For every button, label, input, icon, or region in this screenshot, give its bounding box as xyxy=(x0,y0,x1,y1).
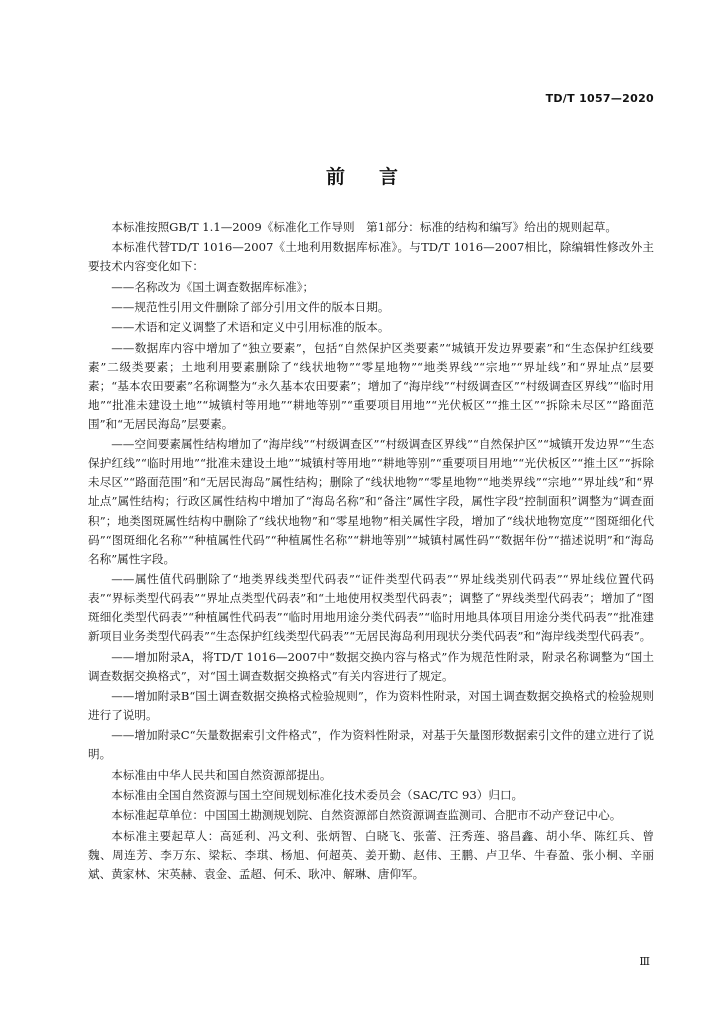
paragraph-change-attribute-codes: ——属性值代码删除了“地类界线类型代码表”“证件类型代码表”“界址线类别代码表”“界址线位置代码表”“界标类型代码表”“界址点类型代码表”和“土地使用权类型代码表”；调整了“界线类型代码表”；增加了“图斑细化类型代码表”“种植属性代码表”“临时用地用途分类代码表”“临时用地具体项目用途分类代码表”“批准建新项目业务类型代码表”“生态保护红线类型代码表”“无居民海岛利用现状分类代码表”和“海岸线类型代码表”。 xyxy=(88,572,654,644)
paragraph-change-references: ——规范性引用文件删除了部分引用文件的版本日期。 xyxy=(111,299,390,314)
foreword-body xyxy=(88,218,654,885)
paragraph-appendix-b: ——增加附录B“国土调查数据交换格式检验规则”，作为资料性附录，对国土调查数据交换格式的检验规则进行了说明。 xyxy=(88,688,654,723)
standard-code: TD/T 1057—2020 xyxy=(545,92,654,105)
page-title: 前言 xyxy=(325,166,432,188)
page-number: Ⅲ xyxy=(639,955,650,968)
paragraph-proposed-by: 本标准由中华人民共和国自然资源部提出。 xyxy=(111,767,332,782)
paragraph-drafting-units: 本标准起草单位：中国国土勘测规划院、自然资源部自然资源调查监测司、合肥市不动产登记中心。 xyxy=(111,808,622,823)
paragraph-appendix-a: ——增加附录A，将TD/T 1016—2007中“数据交换内容与格式”作为规范性附录，附录名称调整为“国土调查数据交换格式”，对“国土调查数据交换格式”有关内容进行了规定。 xyxy=(88,649,654,683)
paragraph-drafting-rules: 本标准按照GB/T 1.1—2009《标准化工作导则 第1部分：标准的结构和编写》给出的规则起草。 xyxy=(111,220,617,234)
paragraph-change-terms: ——术语和定义调整了术语和定义中引用标准的版本。 xyxy=(111,320,390,335)
paragraph-under-jurisdiction: 本标准由全国自然资源与国土空间规划标准化技术委员会（SAC/TC 93）归口。 xyxy=(111,787,524,802)
paragraph-change-attribute-structure: ——空间要素属性结构增加了“海岸线”“村级调查区”“村级调查区界线”“自然保护区”“城镇开发边界”“生态保护红线”“临时用地”“批准未建设土地”“城镇村等用地”“耕地等别”“重要项目用地”“光伏板区”“推土区”“拆除未尽区”“路面范围”和“无居民海岛”属性结构；删除了“线状地物”“零星地物”“地类界线”“宗地”“界址线”和“界址点”属性结构；行政区属性结构中增加了“海岛名称”和“备注”属性字段，属性字段“控制面积”调整为“调查面积”；地类图斑属性结构中删除了“线状地物”和“零星地物”相关属性字段，增加了“线状地物宽度”“图斑细化代码”“图斑细化名称”“种植属性代码”“种植属性名称”“耕地等别”“城镇村属性码”“数据年份”“描述说明”和“海岛名称”属性字段。 xyxy=(88,437,654,566)
paragraph-change-name: ——名称改为《国土调查数据库标准》； xyxy=(111,279,315,294)
paragraph-replaces-standard: 本标准代替TD/T 1016—2007《土地利用数据库标准》。与TD/T 1016—2007相比，除编辑性修改外主要技术内容变化如下： xyxy=(88,240,654,274)
paragraph-appendix-c: ——增加附录C“矢量数据索引文件格式”，作为资料性附录，对基于矢量图形数据索引文件的建立进行了说明。 xyxy=(88,728,654,762)
paragraph-drafters: 本标准主要起草人：高延利、冯文利、张炳智、白晓飞、张蕾、汪秀莲、骆昌鑫、胡小华、陈红兵、曾魏、周连芳、李万东、梁耘、李琪、杨旭、何超英、姜开勤、赵伟、王鹏、卢卫华、牛春盈、张小桐、辛丽斌、黄家林、宋英赫、袁金、孟超、何禾、耿冲、解琳、唐仰军。 xyxy=(88,828,654,881)
paragraph-change-database-content: ——数据库内容中增加了“独立要素”，包括“自然保护区类要素”“城镇开发边界要素”和“生态保护红线要素”二级类要素；土地利用要素删除了“线状地物”“零星地物”“地类界线”“宗地”“界址线”和“界址点”层要素；“基本农田要素”名称调整为“永久基本农田要素”；增加了“海岸线”“村级调查区”“村级调查区界线”“临时用地”“批准未建设土地”“城镇村等用地”“耕地等别”“重要项目用地”“光伏板区”“推土区”“拆除未尽区”“路面范围”和“无居民海岛”层要素。 xyxy=(88,340,654,431)
